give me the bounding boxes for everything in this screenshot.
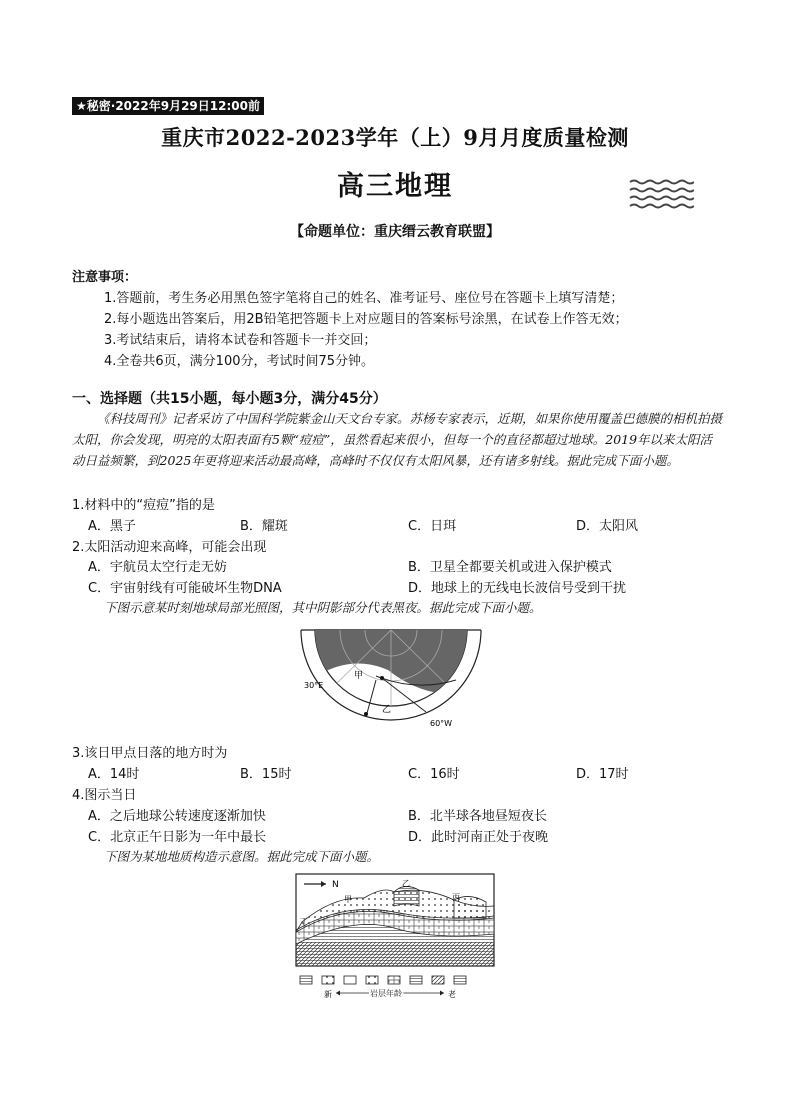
figure-intro: 下图示意某时刻地球局部光照图，其中阴影部分代表黑夜。据此完成下面小题。 (104, 600, 542, 615)
point-jia (380, 676, 384, 680)
label-jia: 甲 (354, 671, 364, 681)
option: D．地球上的无线电长波信号受到干扰 (408, 581, 627, 596)
decorative-stripes-icon (628, 178, 694, 212)
exam-title: 重庆市2022-2023学年（上）9月月度质量检测 (161, 125, 629, 150)
label-60w: 60°W (430, 719, 453, 728)
option: C．16时 (408, 767, 460, 782)
option: B．卫星全都要关机或进入保护模式 (408, 560, 612, 575)
notes-title: 注意事项： (72, 270, 138, 285)
label-ding: 丁 (300, 917, 308, 926)
option: D．17时 (576, 767, 629, 782)
option: A．宇航员太空行走无妨 (88, 560, 227, 575)
reading-passage: 《科技周刊》记者采访了中国科学院紫金山天文台专家。苏杨专家表示，近期，如果你使用覆盖巴德膜的相机拍摄太阳，你会发现，明亮的太阳表面有5颗“痘痘”，虽然看起来很小，但每一个的直径都超过地球。2019年以来太阳活动日益频繁，到2025年更将迎来活动最高峰，高峰时不仅仅有太阳风暴，还有诸多射线。据此完成下面小题。 (72, 411, 723, 468)
option: D．太阳风 (576, 519, 639, 534)
option: A．14时 (88, 767, 140, 782)
option: D．此时河南正处于夜晚 (408, 830, 549, 845)
option: C．宇宙射线有可能破坏生物DNA (88, 581, 282, 596)
night-shadow (308, 630, 478, 694)
note-item: 3.考试结束后，请将本试卷和答题卡一并交回； (104, 333, 377, 348)
label-30e: 30°E (304, 681, 324, 690)
option: C．日珥 (408, 519, 457, 534)
exam-unit: 【命题单位：重庆缙云教育联盟】 (290, 224, 500, 240)
label-age: 岩层年龄 (370, 989, 402, 998)
label-yi: 乙 (402, 879, 410, 888)
note-item: 2.每小题选出答案后，用2B铅笔把答题卡上对应题目的答案标号涂黑，在试卷上作答无效； (104, 312, 628, 327)
label-n: N (332, 880, 339, 890)
label-bing: 丙 (452, 893, 460, 902)
label-old: 老 (448, 990, 456, 999)
label-yi: 乙 (382, 705, 392, 715)
secret-badge: ★秘密·2022年9月29日12:00前 (72, 97, 264, 115)
illumination-map-figure (296, 622, 486, 734)
option: B．北半球各地昼短夜长 (408, 809, 547, 824)
question-stem: 4.图示当日 (72, 788, 137, 803)
section-heading: 一、选择题（共15小题，每小题3分，满分45分） (72, 391, 387, 407)
label-new: 新 (324, 990, 332, 999)
option: A．之后地球公转速度逐渐加快 (88, 809, 266, 824)
option: B．耀斑 (240, 519, 288, 534)
question-stem: 3.该日甲点日落的地方时为 (72, 746, 228, 761)
label-jia: 甲 (344, 895, 352, 904)
option: A．黑子 (88, 519, 136, 534)
exam-subject: 高三地理 (337, 171, 453, 202)
option: B．15时 (240, 767, 292, 782)
note-item: 4.全卷共6页，满分100分，考试时间75分钟。 (104, 354, 375, 369)
figure-intro: 下图为某地地质构造示意图。据此完成下面小题。 (104, 849, 380, 864)
point-yi (364, 712, 368, 716)
geology-structure-figure (294, 872, 496, 1002)
question-stem: 2.太阳活动迎来高峰，可能会出现 (72, 540, 267, 555)
option: C．北京正午日影为一年中最长 (88, 830, 267, 845)
question-stem: 1.材料中的“痘痘”指的是 (72, 498, 215, 513)
note-item: 1.答题前，考生务必用黑色签字笔将自己的姓名、准考证号、座位号在答题卡上填写清楚； (104, 291, 624, 306)
